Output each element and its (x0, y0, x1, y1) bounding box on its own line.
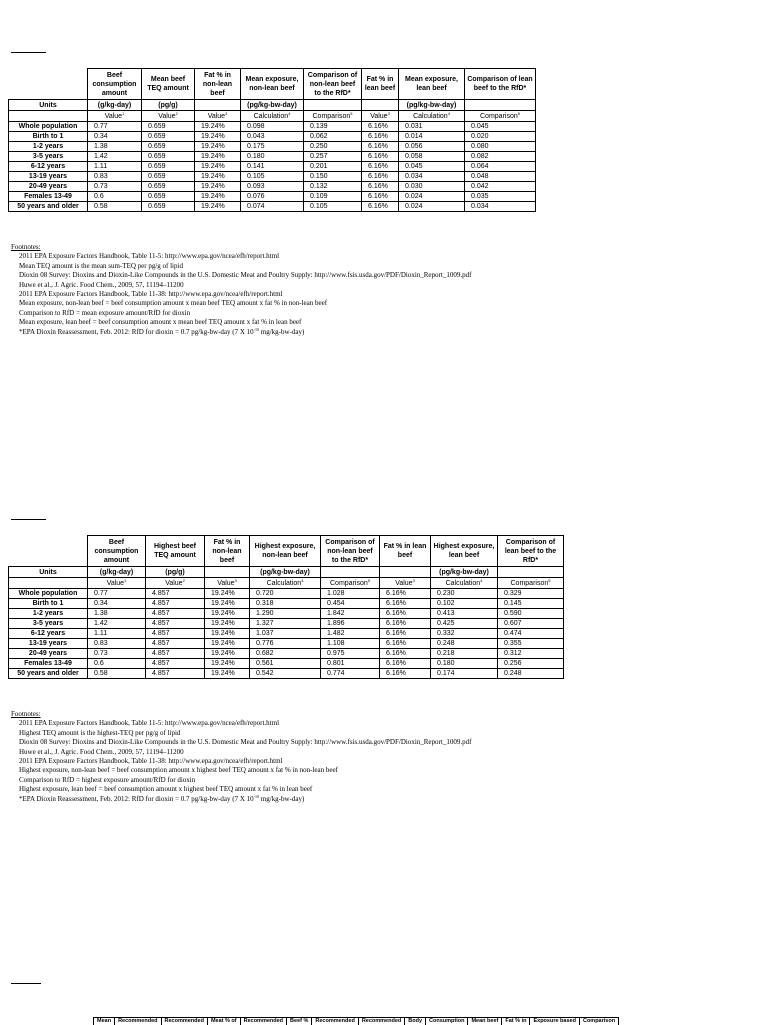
cell: 4.857 (146, 639, 205, 649)
cell: 0.045 (465, 122, 536, 132)
row-label: 3-5 years (9, 152, 88, 162)
cell: 6.16% (362, 202, 399, 212)
cell: 1.42 (88, 619, 146, 629)
cell: 0.659 (142, 202, 195, 212)
cell: 1.38 (88, 142, 142, 152)
subheader-cell: Calculation$^4$ (241, 111, 304, 122)
header-cell: Beef % (287, 1018, 312, 1025)
cell: 0.801 (321, 659, 380, 669)
row-label: 20-49 years (9, 649, 88, 659)
cell: 0.355 (498, 639, 564, 649)
cell: 0.180 (241, 152, 304, 162)
table-row (9, 609, 564, 619)
header-cell: Mean exposure, lean beef (399, 69, 465, 100)
row-label: Birth to 1 (9, 599, 88, 609)
unit-cell (321, 567, 380, 578)
table-row (9, 659, 564, 669)
subheader-cell: Value$^3$ (362, 111, 399, 122)
footnote-line: Mean exposure, lean beef = beef consumption amount x mean beef TEQ amount x fat % in lean beef (11, 318, 761, 327)
cell: 4.857 (146, 599, 205, 609)
cell: 0.175 (241, 142, 304, 152)
cell: 19.24% (205, 589, 250, 599)
cell: 4.857 (146, 629, 205, 639)
footnote-line: Dioxin 08 Survey: Dioxins and Dioxin-Like Compounds in the U.S. Domestic Meat and Poultry Supply: http://www.fsis.usda.gov/PDF/Dioxin_Report_1009.pdf (11, 738, 761, 747)
footnote-line: Mean TEQ amount is the mean sum-TEQ per pg/g of lipid (11, 262, 761, 271)
header-cell: Recommended (358, 1018, 404, 1025)
cell: 6.16% (362, 122, 399, 132)
unit-cell: (pg/kg-bw-day) (241, 100, 304, 111)
cell: 0.6 (88, 192, 142, 202)
cell: 0.659 (142, 162, 195, 172)
header-cell: Recommended (115, 1018, 161, 1025)
header-cell: Mean beef (468, 1018, 502, 1025)
cell: 0.83 (88, 172, 142, 182)
cell: 0.774 (321, 669, 380, 679)
footnote-line: Comparison to RfD = highest exposure amount/RfD for dioxin (11, 776, 761, 785)
cell: 19.24% (195, 192, 241, 202)
cell: 0.73 (88, 649, 146, 659)
cell: 0.042 (465, 182, 536, 192)
header-cell: Comparison of non-lean beef to the RfD* (304, 69, 362, 100)
cell: 6.16% (362, 132, 399, 142)
unit-cell: (g/kg-day) (88, 567, 146, 578)
cell: 6.16% (362, 172, 399, 182)
table-header-row (9, 69, 536, 100)
cell: 0.659 (142, 142, 195, 152)
cell: 0.83 (88, 639, 146, 649)
cell: 6.16% (380, 669, 431, 679)
cell: 6.16% (362, 142, 399, 152)
cell: 0.080 (465, 142, 536, 152)
row-label: 6-12 years (9, 162, 88, 172)
header-cell: Recommended (312, 1018, 358, 1025)
unit-cell: (pg/kg-bw-day) (431, 567, 498, 578)
cell: 0.58 (88, 669, 146, 679)
unit-cell (195, 100, 241, 111)
table-row (9, 192, 536, 202)
row-label: Whole population (9, 589, 88, 599)
cell: 4.857 (146, 619, 205, 629)
cell: 1.028 (321, 589, 380, 599)
cell: 1.842 (321, 609, 380, 619)
cell: 19.24% (195, 162, 241, 172)
footnote-line: 2011 EPA Exposure Factors Handbook, Table 11-38: http://www.epa.gov/ncea/efh/report.html (11, 757, 761, 766)
cell: 1.896 (321, 619, 380, 629)
subheader-cell: Value$^1$ (88, 111, 142, 122)
cell: 19.24% (195, 152, 241, 162)
row-label: 3-5 years (9, 619, 88, 629)
cell: 0.035 (465, 192, 536, 202)
header-cell: Comparison (579, 1018, 618, 1025)
cell: 0.659 (142, 172, 195, 182)
cell: 19.24% (205, 639, 250, 649)
cell: 0.230 (431, 589, 498, 599)
header-cell: Exposure based (530, 1018, 580, 1025)
cell: 4.857 (146, 649, 205, 659)
mean-exposure-table (8, 68, 536, 212)
cell: 0.312 (498, 649, 564, 659)
cell: 0.045 (399, 162, 465, 172)
cell: 0.332 (431, 629, 498, 639)
cell: 0.77 (88, 122, 142, 132)
subheader-cell: Calculation$^4$ (431, 578, 498, 589)
cell: 19.24% (205, 659, 250, 669)
cell: 1.108 (321, 639, 380, 649)
cell: 4.857 (146, 669, 205, 679)
cell: 0.150 (304, 172, 362, 182)
table-row (9, 132, 536, 142)
cell: 0.659 (142, 192, 195, 202)
footnote-line: 2011 EPA Exposure Factors Handbook, Table 11-38: http://www.epa.gov/ncea/efh/report.html (11, 290, 761, 299)
header-cell: Mean beef TEQ amount (142, 69, 195, 100)
header-cell: Highest exposure, non-lean beef (250, 536, 321, 567)
unit-cell (304, 100, 362, 111)
rfd-footnote: *EPA Dioxin Reassessment, Feb. 2012: RfD for dioxin = 0.7 pg/kg-bw-day (7 X $10^{-10}$ mg/kg-bw-day) (11, 328, 761, 337)
cell: 19.24% (205, 649, 250, 659)
cell: 0.590 (498, 609, 564, 619)
cell: 0.180 (431, 659, 498, 669)
subheader-cell: Value$^2$ (142, 111, 195, 122)
cell: 6.16% (380, 629, 431, 639)
header-cell: Recommended (240, 1018, 286, 1025)
cell: 0.056 (399, 142, 465, 152)
cell: 0.682 (250, 649, 321, 659)
cell: 0.024 (399, 202, 465, 212)
cell: 0.105 (241, 172, 304, 182)
subheader-cell: Value$^3$ (195, 111, 241, 122)
unit-cell: (pg/kg-bw-day) (250, 567, 321, 578)
table-row (9, 122, 536, 132)
cell: 0.093 (241, 182, 304, 192)
subheader-cell: Value$^1$ (88, 578, 146, 589)
footnote-line: Mean exposure, non-lean beef = beef consumption amount x mean beef TEQ amount x fat % in non-lean beef (11, 299, 761, 308)
subheader-cell: Value$^3$ (380, 578, 431, 589)
cell: 0.34 (88, 599, 146, 609)
cell: 0.098 (241, 122, 304, 132)
table-row (9, 182, 536, 192)
header-cell: Mean (94, 1018, 115, 1025)
header-cell: Fat % in non-lean beef (195, 69, 241, 100)
cell: 6.16% (380, 619, 431, 629)
cell: 0.77 (88, 589, 146, 599)
cell: 0.34 (88, 132, 142, 142)
cell: 0.145 (498, 599, 564, 609)
subheader-cell: Calculation$^4$ (399, 111, 465, 122)
cell: 1.11 (88, 629, 146, 639)
cell: 0.030 (399, 182, 465, 192)
cell: 0.776 (250, 639, 321, 649)
subheader-cell: Comparison$^5$ (465, 111, 536, 122)
cell: 4.857 (146, 659, 205, 669)
cell: 0.542 (250, 669, 321, 679)
cell: 1.290 (250, 609, 321, 619)
blank-cell (9, 111, 88, 122)
footnotes-1 (11, 243, 761, 337)
subheader-cell: Value$^3$ (205, 578, 250, 589)
cell: 0.105 (304, 202, 362, 212)
table-row (9, 629, 564, 639)
unit-cell (205, 567, 250, 578)
cell: 19.24% (205, 609, 250, 619)
cell: 19.24% (195, 202, 241, 212)
units-row (9, 100, 536, 111)
unit-cell (380, 567, 431, 578)
cell: 0.318 (250, 599, 321, 609)
cell: 0.975 (321, 649, 380, 659)
unit-cell (465, 100, 536, 111)
subheader-cell: Calculation$^4$ (250, 578, 321, 589)
cell: 6.16% (380, 609, 431, 619)
cell: 0.218 (431, 649, 498, 659)
footnotes-title: Footnotes: (11, 243, 761, 252)
cell: 0.034 (465, 202, 536, 212)
row-label: 1-2 years (9, 609, 88, 619)
cell: 0.031 (399, 122, 465, 132)
cell: 0.132 (304, 182, 362, 192)
footnote-line: 2011 EPA Exposure Factors Handbook, Table 11-5: http://www.epa.gov/ncea/efh/report.html (11, 719, 761, 728)
header-cell: Meat % of (207, 1018, 240, 1025)
header-cell: Consumption (426, 1018, 468, 1025)
cell: 19.24% (195, 182, 241, 192)
section-rule-3 (11, 983, 41, 984)
table-row (9, 172, 536, 182)
corner-cell (9, 536, 88, 567)
cell: 1.037 (250, 629, 321, 639)
cell: 6.16% (362, 192, 399, 202)
cell: 19.24% (205, 629, 250, 639)
row-label: 1-2 years (9, 142, 88, 152)
header-cell: Fat % in (502, 1018, 530, 1025)
cell: 6.16% (380, 639, 431, 649)
cell: 0.082 (465, 152, 536, 162)
row-label: 20-49 years (9, 182, 88, 192)
header-cell: Fat % in lean beef (380, 536, 431, 567)
table-row (9, 619, 564, 629)
table-row (9, 649, 564, 659)
cell: 6.16% (362, 182, 399, 192)
cell: 1.482 (321, 629, 380, 639)
subheader-row (9, 111, 536, 122)
cell: 6.16% (362, 152, 399, 162)
highest-exposure-table (8, 535, 564, 679)
cell: 4.857 (146, 609, 205, 619)
unit-cell: (g/kg-day) (88, 100, 142, 111)
cell: 0.141 (241, 162, 304, 172)
cell: 6.16% (380, 599, 431, 609)
table-row (9, 589, 564, 599)
footnote-line: Highest exposure, non-lean beef = beef consumption amount x highest beef TEQ amount x fat % in non-lean beef (11, 766, 761, 775)
header-cell: Comparison of non-lean beef to the RfD* (321, 536, 380, 567)
cell: 19.24% (195, 172, 241, 182)
table-row (9, 599, 564, 609)
cell: 0.034 (399, 172, 465, 182)
cell: 6.16% (380, 659, 431, 669)
cell: 6.16% (380, 649, 431, 659)
section-rule-2 (11, 519, 46, 520)
cell: 0.020 (465, 132, 536, 142)
cell: 0.043 (241, 132, 304, 142)
cell: 0.659 (142, 152, 195, 162)
cell: 19.24% (205, 669, 250, 679)
footnotes-title: Footnotes: (11, 710, 761, 719)
header-cell: Comparison of lean beef to the RfD* (498, 536, 564, 567)
footnote-line: Huwe et al., J. Agric. Food Chem., 2009, 57, 11194–11200 (11, 281, 761, 290)
header-cell: Recommended (161, 1018, 207, 1025)
cell: 0.076 (241, 192, 304, 202)
table-row (9, 639, 564, 649)
row-label: Females 13-49 (9, 192, 88, 202)
cell: 0.454 (321, 599, 380, 609)
cell: 0.659 (142, 122, 195, 132)
cell: 19.24% (195, 122, 241, 132)
table-row (9, 162, 536, 172)
row-label: Whole population (9, 122, 88, 132)
cell: 4.857 (146, 589, 205, 599)
cell: 0.474 (498, 629, 564, 639)
row-label: Birth to 1 (9, 132, 88, 142)
cell: 6.16% (362, 162, 399, 172)
blank-cell (9, 578, 88, 589)
cell: 0.413 (431, 609, 498, 619)
footnote-line: Highest TEQ amount is the highest-TEQ per pg/g of lipid (11, 729, 761, 738)
cell: 0.6 (88, 659, 146, 669)
cell: 1.11 (88, 162, 142, 172)
cell: 0.139 (304, 122, 362, 132)
table-row (9, 669, 564, 679)
cell: 0.109 (304, 192, 362, 202)
cell: 0.048 (465, 172, 536, 182)
cell: 0.720 (250, 589, 321, 599)
unit-cell (498, 567, 564, 578)
header-cell: Fat % in non-lean beef (205, 536, 250, 567)
cell: 0.014 (399, 132, 465, 142)
subheader-cell: Comparison$^5$ (498, 578, 564, 589)
cell: 0.607 (498, 619, 564, 629)
unit-cell (362, 100, 399, 111)
footnote-line: Comparison to RfD = mean exposure amount/RfD for dioxin (11, 309, 761, 318)
header-cell: Mean exposure, non-lean beef (241, 69, 304, 100)
row-label: Females 13-49 (9, 659, 88, 669)
cell: 0.201 (304, 162, 362, 172)
cell: 0.73 (88, 182, 142, 192)
header-cell: Highest exposure, lean beef (431, 536, 498, 567)
cell: 19.24% (195, 142, 241, 152)
row-label: 13-19 years (9, 172, 88, 182)
cell: 0.074 (241, 202, 304, 212)
unit-cell: (pg/g) (142, 100, 195, 111)
cell: 0.329 (498, 589, 564, 599)
subheader-row (9, 578, 564, 589)
table-row (9, 142, 536, 152)
cell: 1.38 (88, 609, 146, 619)
subheader-cell: Comparison$^5$ (321, 578, 380, 589)
cell: 0.250 (304, 142, 362, 152)
units-label: Units (9, 100, 88, 111)
cell: 0.102 (431, 599, 498, 609)
row-label: 50 years and older (9, 202, 88, 212)
cell: 0.062 (304, 132, 362, 142)
units-label: Units (9, 567, 88, 578)
header-cell: Fat % in lean beef (362, 69, 399, 100)
cell: 19.24% (195, 132, 241, 142)
cell: 19.24% (205, 619, 250, 629)
unit-cell: (pg/g) (146, 567, 205, 578)
table-header-row (9, 536, 564, 567)
cell: 19.24% (205, 599, 250, 609)
cell: 1.42 (88, 152, 142, 162)
cell: 0.58 (88, 202, 142, 212)
table-row (9, 152, 536, 162)
subheader-cell: Comparison$^5$ (304, 111, 362, 122)
cell: 0.659 (142, 182, 195, 192)
row-label: 50 years and older (9, 669, 88, 679)
subheader-cell: Value$^2$ (146, 578, 205, 589)
row-label: 6-12 years (9, 629, 88, 639)
footnote-line: Dioxin 08 Survey: Dioxins and Dioxin-Like Compounds in the U.S. Domestic Meat and Poultry Supply: http://www.fsis.usda.gov/PDF/Dioxin_Report_1009.pdf (11, 271, 761, 280)
units-row (9, 567, 564, 578)
cell: 0.024 (399, 192, 465, 202)
cell: 0.561 (250, 659, 321, 669)
cell: 0.248 (431, 639, 498, 649)
header-cell: Highest beef TEQ amount (146, 536, 205, 567)
footnote-line: Huwe et al., J. Agric. Food Chem., 2009, 57, 11194–11200 (11, 748, 761, 757)
header-cell: Beef consumption amount (88, 536, 146, 567)
cell: 0.174 (431, 669, 498, 679)
unit-cell: (pg/kg-bw-day) (399, 100, 465, 111)
cell: 0.257 (304, 152, 362, 162)
rfd-footnote: *EPA Dioxin Reassessment, Feb. 2012: RfD for dioxin = 0.7 pg/kg-bw-day (7 X $10^{-10}$ mg/kg-bw-day) (11, 795, 761, 804)
table-row (9, 202, 536, 212)
cell: 1.327 (250, 619, 321, 629)
cell: 0.064 (465, 162, 536, 172)
header-cell: Body (405, 1018, 426, 1025)
cell: 6.16% (380, 589, 431, 599)
cell: 0.058 (399, 152, 465, 162)
footnote-line: Highest exposure, lean beef = beef consumption amount x highest beef TEQ amount x fat % in lean beef (11, 785, 761, 794)
row-label: 13-19 years (9, 639, 88, 649)
footnotes-2 (11, 710, 761, 804)
corner-cell (9, 69, 88, 100)
section-rule-1 (11, 52, 46, 53)
cell: 0.425 (431, 619, 498, 629)
header-cell: Comparison of lean beef to the RfD* (465, 69, 536, 100)
cell: 0.256 (498, 659, 564, 669)
cell: 0.659 (142, 132, 195, 142)
cell: 0.248 (498, 669, 564, 679)
header-cell: Beef consumption amount (88, 69, 142, 100)
footnote-line: 2011 EPA Exposure Factors Handbook, Table 11-5: http://www.epa.gov/ncea/efh/report.html (11, 252, 761, 261)
